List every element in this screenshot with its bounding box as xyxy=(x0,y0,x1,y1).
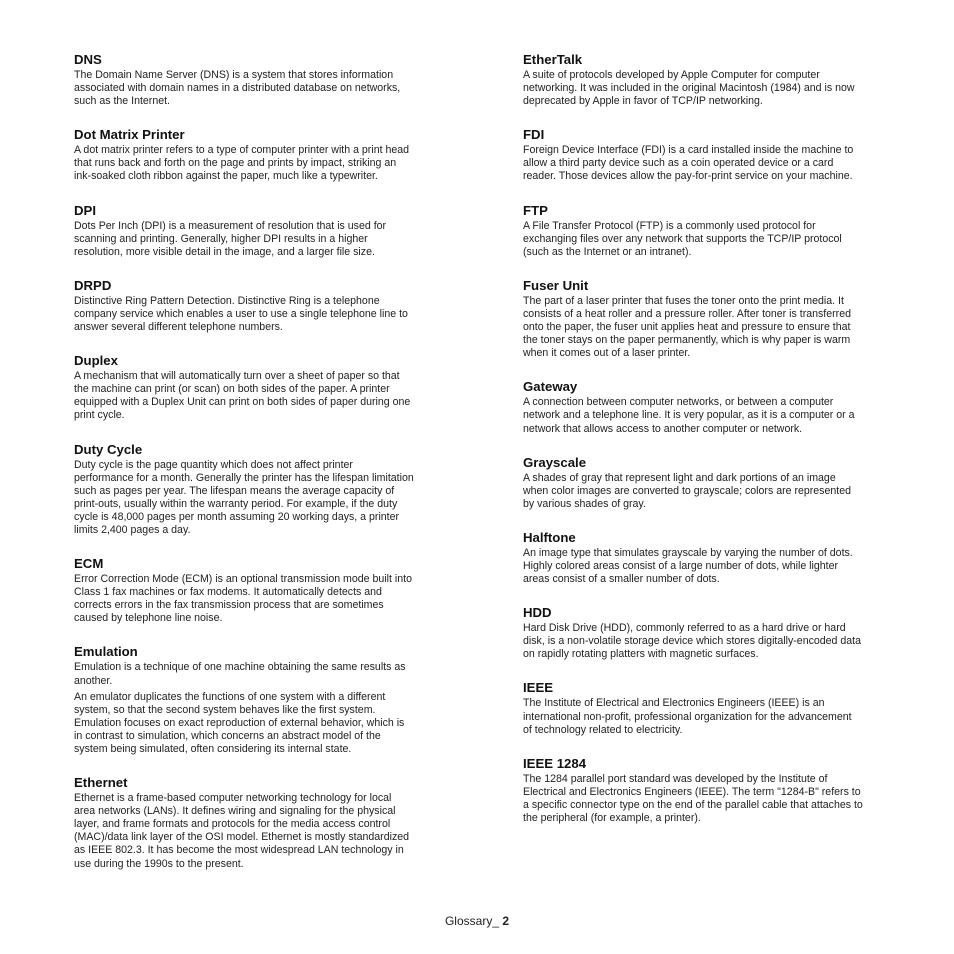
glossary-entry xyxy=(74,442,454,538)
glossary-entry xyxy=(74,52,454,108)
glossary-definition: A mechanism that will automatically turn over a sheet of paper so that the machine can print (or scan) on both sides of the paper. A printer equipped with a Duplex Unit can print on both sides of paper during one print cycle. xyxy=(74,370,411,422)
glossary-entry xyxy=(74,278,454,334)
glossary-entry xyxy=(523,605,901,661)
glossary-definition: The Institute of Electrical and Electronics Engineers (IEEE) is an international non-profit, professional organization for the advancement of technology related to electricity. xyxy=(523,697,852,736)
glossary-term: DNS xyxy=(74,52,102,67)
glossary-term: Emulation xyxy=(74,644,138,660)
glossary-definition: Ethernet is a frame-based computer networking technology for local area networks (LANs). It defines wiring and signaling for the physical layer, and frame formats and protocols for the media access control (MAC)/data link layer of the OSI model. Ethernet is mostly standardized as IEEE 802.3. It has become the most widespread LAN technology in use during the 1990s to the present. xyxy=(74,792,410,870)
glossary-definition: Duty cycle is the page quantity which does not affect printer performance for a month. Generally the printer has the lifespan limitation such as pages per year. The lifespan means the average capacity of print-outs, usually within the warranty period. For example, if the duty cycle is 48,000 pages per month assuming 20 working days, a printer limits 2,400 pages a day. xyxy=(74,458,414,536)
glossary-term: IEEE 1284 xyxy=(523,755,587,771)
glossary-term: FTP xyxy=(523,202,548,218)
glossary-term: Duty Cycle xyxy=(74,441,143,457)
glossary-definition: A File Transfer Protocol (FTP) is a commonly used protocol for exchanging files over any network that supports the TCP/IP protocol (such as the Internet or an intranet). xyxy=(523,219,842,258)
glossary-term: IEEE xyxy=(523,680,554,696)
footer-label: Glossary_ xyxy=(444,914,499,928)
glossary-term: Gateway xyxy=(523,379,578,395)
glossary-entry xyxy=(523,52,901,108)
glossary-definition: Emulation is a technique of one machine obtaining the same results as another. xyxy=(74,661,406,687)
glossary-definition: Foreign Device Interface (FDI) is a card installed inside the machine to allow a third party device such as a coin operated device or a card reader. Those devices allow the pay-for-print service on your machine. xyxy=(523,144,854,183)
glossary-left-column xyxy=(74,52,454,890)
glossary-term: Duplex xyxy=(74,353,118,369)
glossary-definition: Error Correction Mode (ECM) is an optional transmission mode built into Class 1 fax machines or fax modems. It automatically detects and corrects errors in the fax transmission process that are sometimes caused by telephone line noise. xyxy=(74,573,412,625)
glossary-definition: Hard Disk Drive (HDD), commonly referred to as a hard drive or hard disk, is a non-volatile storage device which stores digitally-encoded data on rapidly rotating platters with magnetic surfaces. xyxy=(523,622,862,661)
glossary-entry xyxy=(523,680,901,736)
glossary-entry xyxy=(523,379,901,435)
glossary-entry xyxy=(523,756,901,825)
glossary-entry xyxy=(523,203,901,259)
glossary-definition: A shades of gray that represent light and dark portions of an image when color images are converted to grayscale; colors are represented by various shades of gray. xyxy=(523,471,851,510)
glossary-entry xyxy=(74,203,454,259)
glossary-entry xyxy=(74,127,454,183)
glossary-definition: The part of a laser printer that fuses the toner onto the print media. It consists of a heat roller and a pressure roller. After toner is transferred onto the paper, the fuser unit applies heat and pressure to ensure that the toner stays on the paper permanently, which is why paper is warm when it comes out of a laser printer. xyxy=(523,294,851,360)
glossary-term: FDI xyxy=(523,127,545,143)
glossary-term: DRPD xyxy=(74,277,112,293)
page-number: 2 xyxy=(502,914,510,928)
glossary-definition: A dot matrix printer refers to a type of computer printer with a print head that runs back and forth on the page and prints by impact, striking an ink-soaked cloth ribbon against the paper, much like a typewriter. xyxy=(74,144,410,183)
page-footer xyxy=(0,914,954,928)
glossary-definition: An emulator duplicates the functions of one system with a different system, so that the second system behaves like the first system. Emulation focuses on exact reproduction of external behavior, which is in contrast to simulation, which concerns an abstract model of the system being simulated, often considering its internal state. xyxy=(74,690,405,755)
glossary-entry xyxy=(74,644,454,756)
glossary-entry xyxy=(523,455,901,511)
glossary-right-column xyxy=(523,52,901,844)
glossary-term: Dot Matrix Printer xyxy=(74,127,185,143)
glossary-definition: A connection between computer networks, or between a computer network and a telephone line. It is very popular, as it is a computer or a network that allows access to another computer or network. xyxy=(523,396,855,435)
glossary-term: HDD xyxy=(523,605,552,621)
glossary-entry xyxy=(523,127,901,183)
glossary-term: Ethernet xyxy=(74,775,128,791)
glossary-entry xyxy=(74,353,454,422)
glossary-definition: A suite of protocols developed by Apple Computer for computer networking. It was included in the original Macintosh (1984) and is now deprecated by Apple in favor of TCP/IP networking. xyxy=(523,69,855,108)
glossary-definition: The Domain Name Server (DNS) is a system that stores information associated with domain names in a distributed database on networks, such as the Internet. xyxy=(74,69,401,108)
glossary-definition: Dots Per Inch (DPI) is a measurement of resolution that is used for scanning and printing. Generally, higher DPI results in a higher resolution, more visible detail in the image, and a larger file size. xyxy=(74,219,387,258)
glossary-term: DPI xyxy=(74,202,96,218)
glossary-entry xyxy=(523,278,901,360)
glossary-term: Halftone xyxy=(523,529,576,545)
glossary-term: Grayscale xyxy=(523,454,587,470)
glossary-definition: The 1284 parallel port standard was developed by the Institute of Electrical and Electronics Engineers (IEEE). The term "1284-B" refers to a specific connector type on the end of the parallel cable that attaches to the peripheral (for example, a printer). xyxy=(523,772,863,824)
glossary-entry xyxy=(74,775,454,871)
glossary-term: EtherTalk xyxy=(523,52,583,67)
glossary-entry xyxy=(523,530,901,586)
glossary-term: ECM xyxy=(74,556,104,572)
glossary-definition: Distinctive Ring Pattern Detection. Distinctive Ring is a telephone company service which enables a user to use a single telephone line to answer several different telephone numbers. xyxy=(74,294,408,334)
glossary-term: Fuser Unit xyxy=(523,277,589,293)
glossary-definition: An image type that simulates grayscale by varying the number of dots. Highly colored areas consist of a large number of dots, while lighter areas consist of a smaller number of dots. xyxy=(523,546,853,586)
glossary-entry xyxy=(74,556,454,625)
